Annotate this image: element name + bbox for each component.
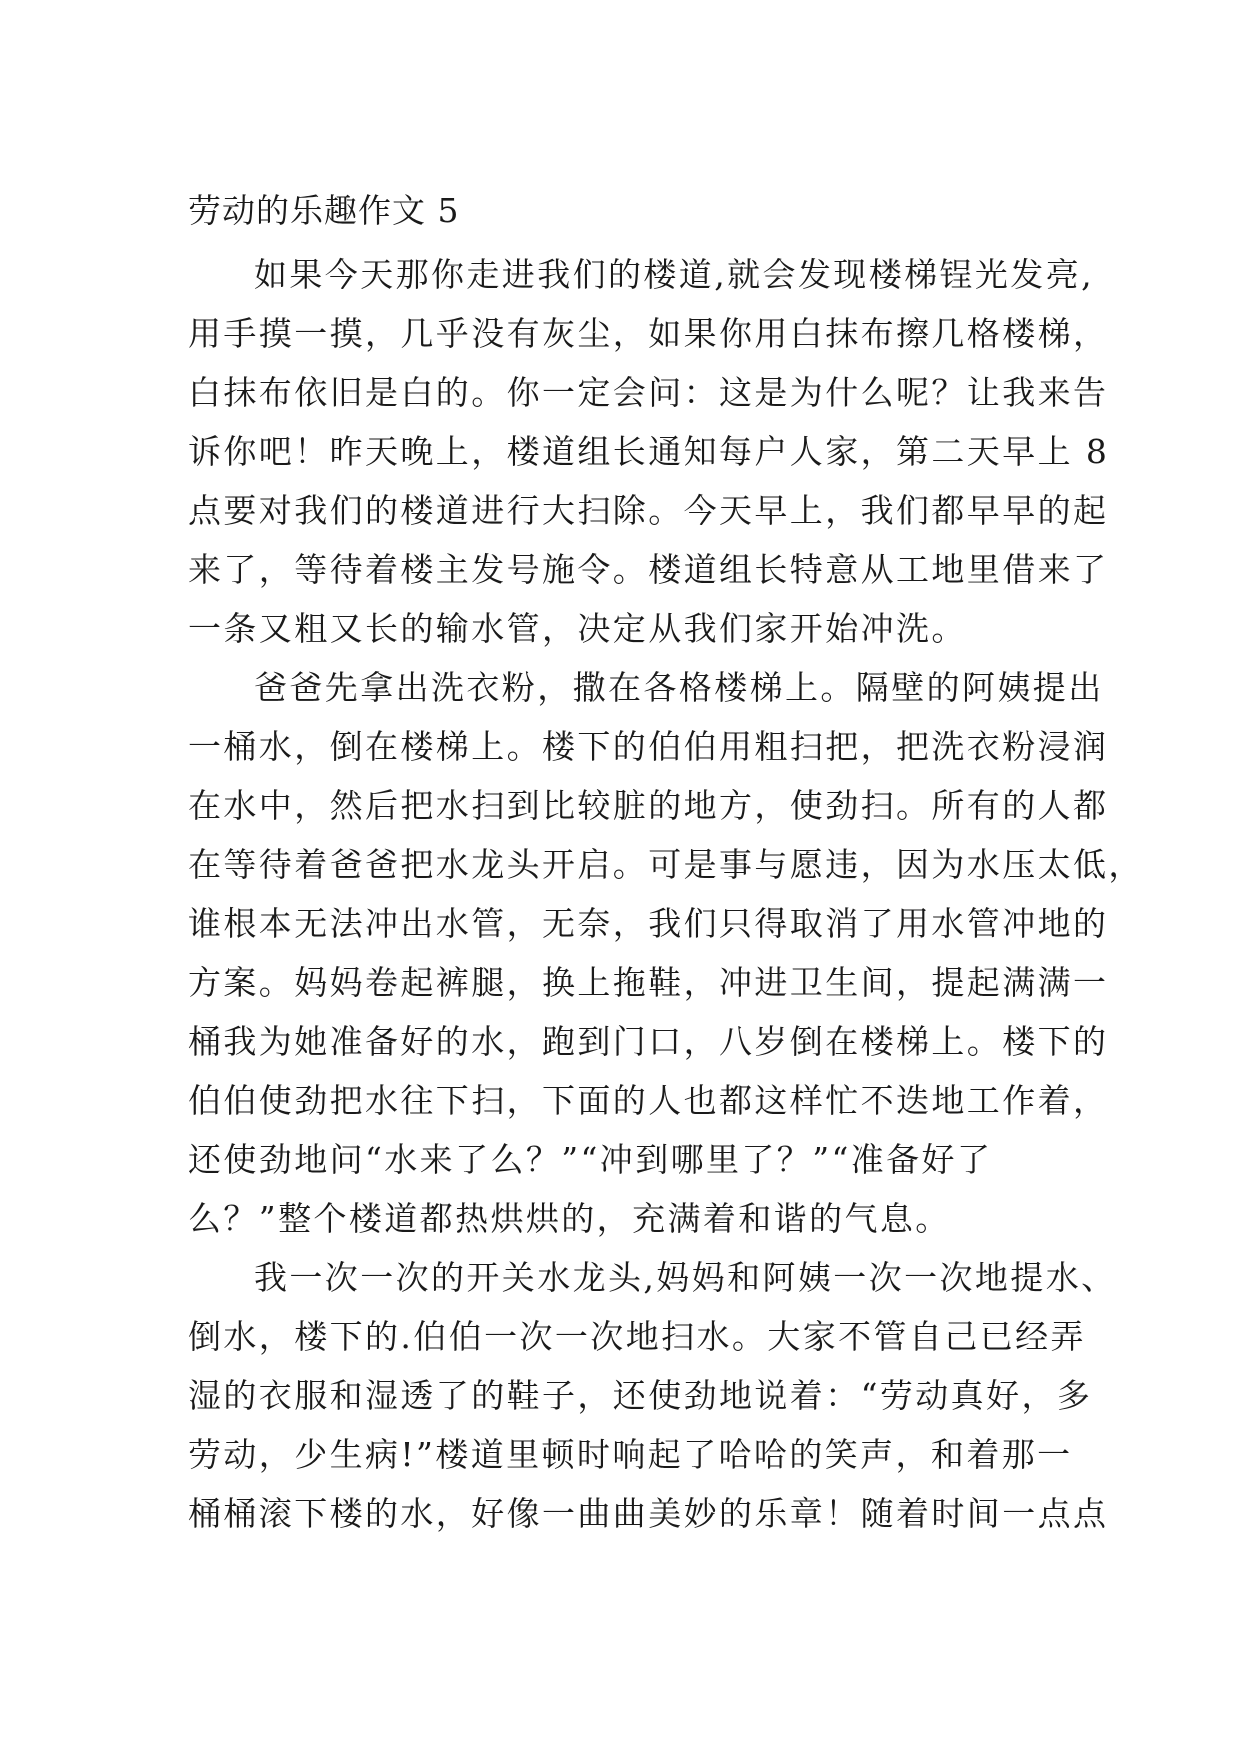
paragraph-2-line-9: 还使劲地问“水来了么？”“冲到哪里了？”“准备好了: [188, 1140, 993, 1179]
paragraph-1-line-4: 诉你吧！昨天晚上，楼道组长通知每户人家，第二天早上 8: [188, 432, 1110, 471]
paragraph-1-line-2: 用手摸一摸，几乎没有灰尘，如果你用白抹布擦几格楼梯，: [188, 314, 1109, 353]
paragraph-2-line-10: 么？”整个楼道都热烘烘的，充满着和谐的气息。: [188, 1199, 951, 1238]
paragraph-3-line-1: 我一次一次的开关水龙头,妈妈和阿姨一次一次地提水、: [254, 1258, 1117, 1297]
paragraph-2-line-4: 在等待着爸爸把水龙头开启。可是事与愿违，因为水压太低，: [188, 845, 1144, 884]
paragraph-1-line-7: 一条又粗又长的输水管，决定从我们家开始冲洗。: [188, 609, 967, 648]
paragraph-1-line-5: 点要对我们的楼道进行大扫除。今天早上，我们都早早的起: [188, 491, 1109, 530]
document-title: 劳动的乐趣作文 5: [188, 191, 460, 230]
paragraph-2-line-8: 伯伯使劲把水往下扫，下面的人也都这样忙不迭地工作着，: [188, 1081, 1109, 1120]
paragraph-2-line-1: 爸爸先拿出洗衣粉，撒在各格楼梯上。隔壁的阿姨提出: [254, 668, 1104, 707]
paragraph-3-line-5: 桶桶滚下楼的水，好像一曲曲美妙的乐章！随着时间一点点: [188, 1494, 1109, 1533]
paragraph-2-line-6: 方案。妈妈卷起裤腿，换上拖鞋，冲进卫生间，提起满满一: [188, 963, 1109, 1002]
paragraph-2-line-5: 谁根本无法冲出水管，无奈，我们只得取消了用水管冲地的: [188, 904, 1109, 943]
paragraph-2-line-7: 桶我为她准备好的水，跑到门口，八岁倒在楼梯上。楼下的: [188, 1022, 1109, 1061]
paragraph-3-line-2: 倒水，楼下的.伯伯一次一次地扫水。大家不管自己已经弄: [188, 1317, 1086, 1356]
paragraph-3-line-4: 劳动，少生病!”楼道里顿时响起了哈哈的笑声，和着那一: [188, 1435, 1073, 1474]
paragraph-1-line-6: 来了，等待着楼主发号施令。楼道组长特意从工地里借来了: [188, 550, 1109, 589]
paragraph-1-line-1: 如果今天那你走进我们的楼道,就会发现楼梯锃光发亮,: [254, 255, 1094, 294]
paragraph-2-line-3: 在水中，然后把水扫到比较脏的地方，使劲扫。所有的人都: [188, 786, 1109, 825]
paragraph-1-line-3: 白抹布依旧是白的。你一定会问：这是为什么呢？让我来告: [188, 373, 1109, 412]
paragraph-2-line-2: 一桶水，倒在楼梯上。楼下的伯伯用粗扫把，把洗衣粉浸润: [188, 727, 1109, 766]
paragraph-3-line-3: 湿的衣服和湿透了的鞋子，还使劲地说着：“劳动真好，多: [188, 1376, 1093, 1415]
